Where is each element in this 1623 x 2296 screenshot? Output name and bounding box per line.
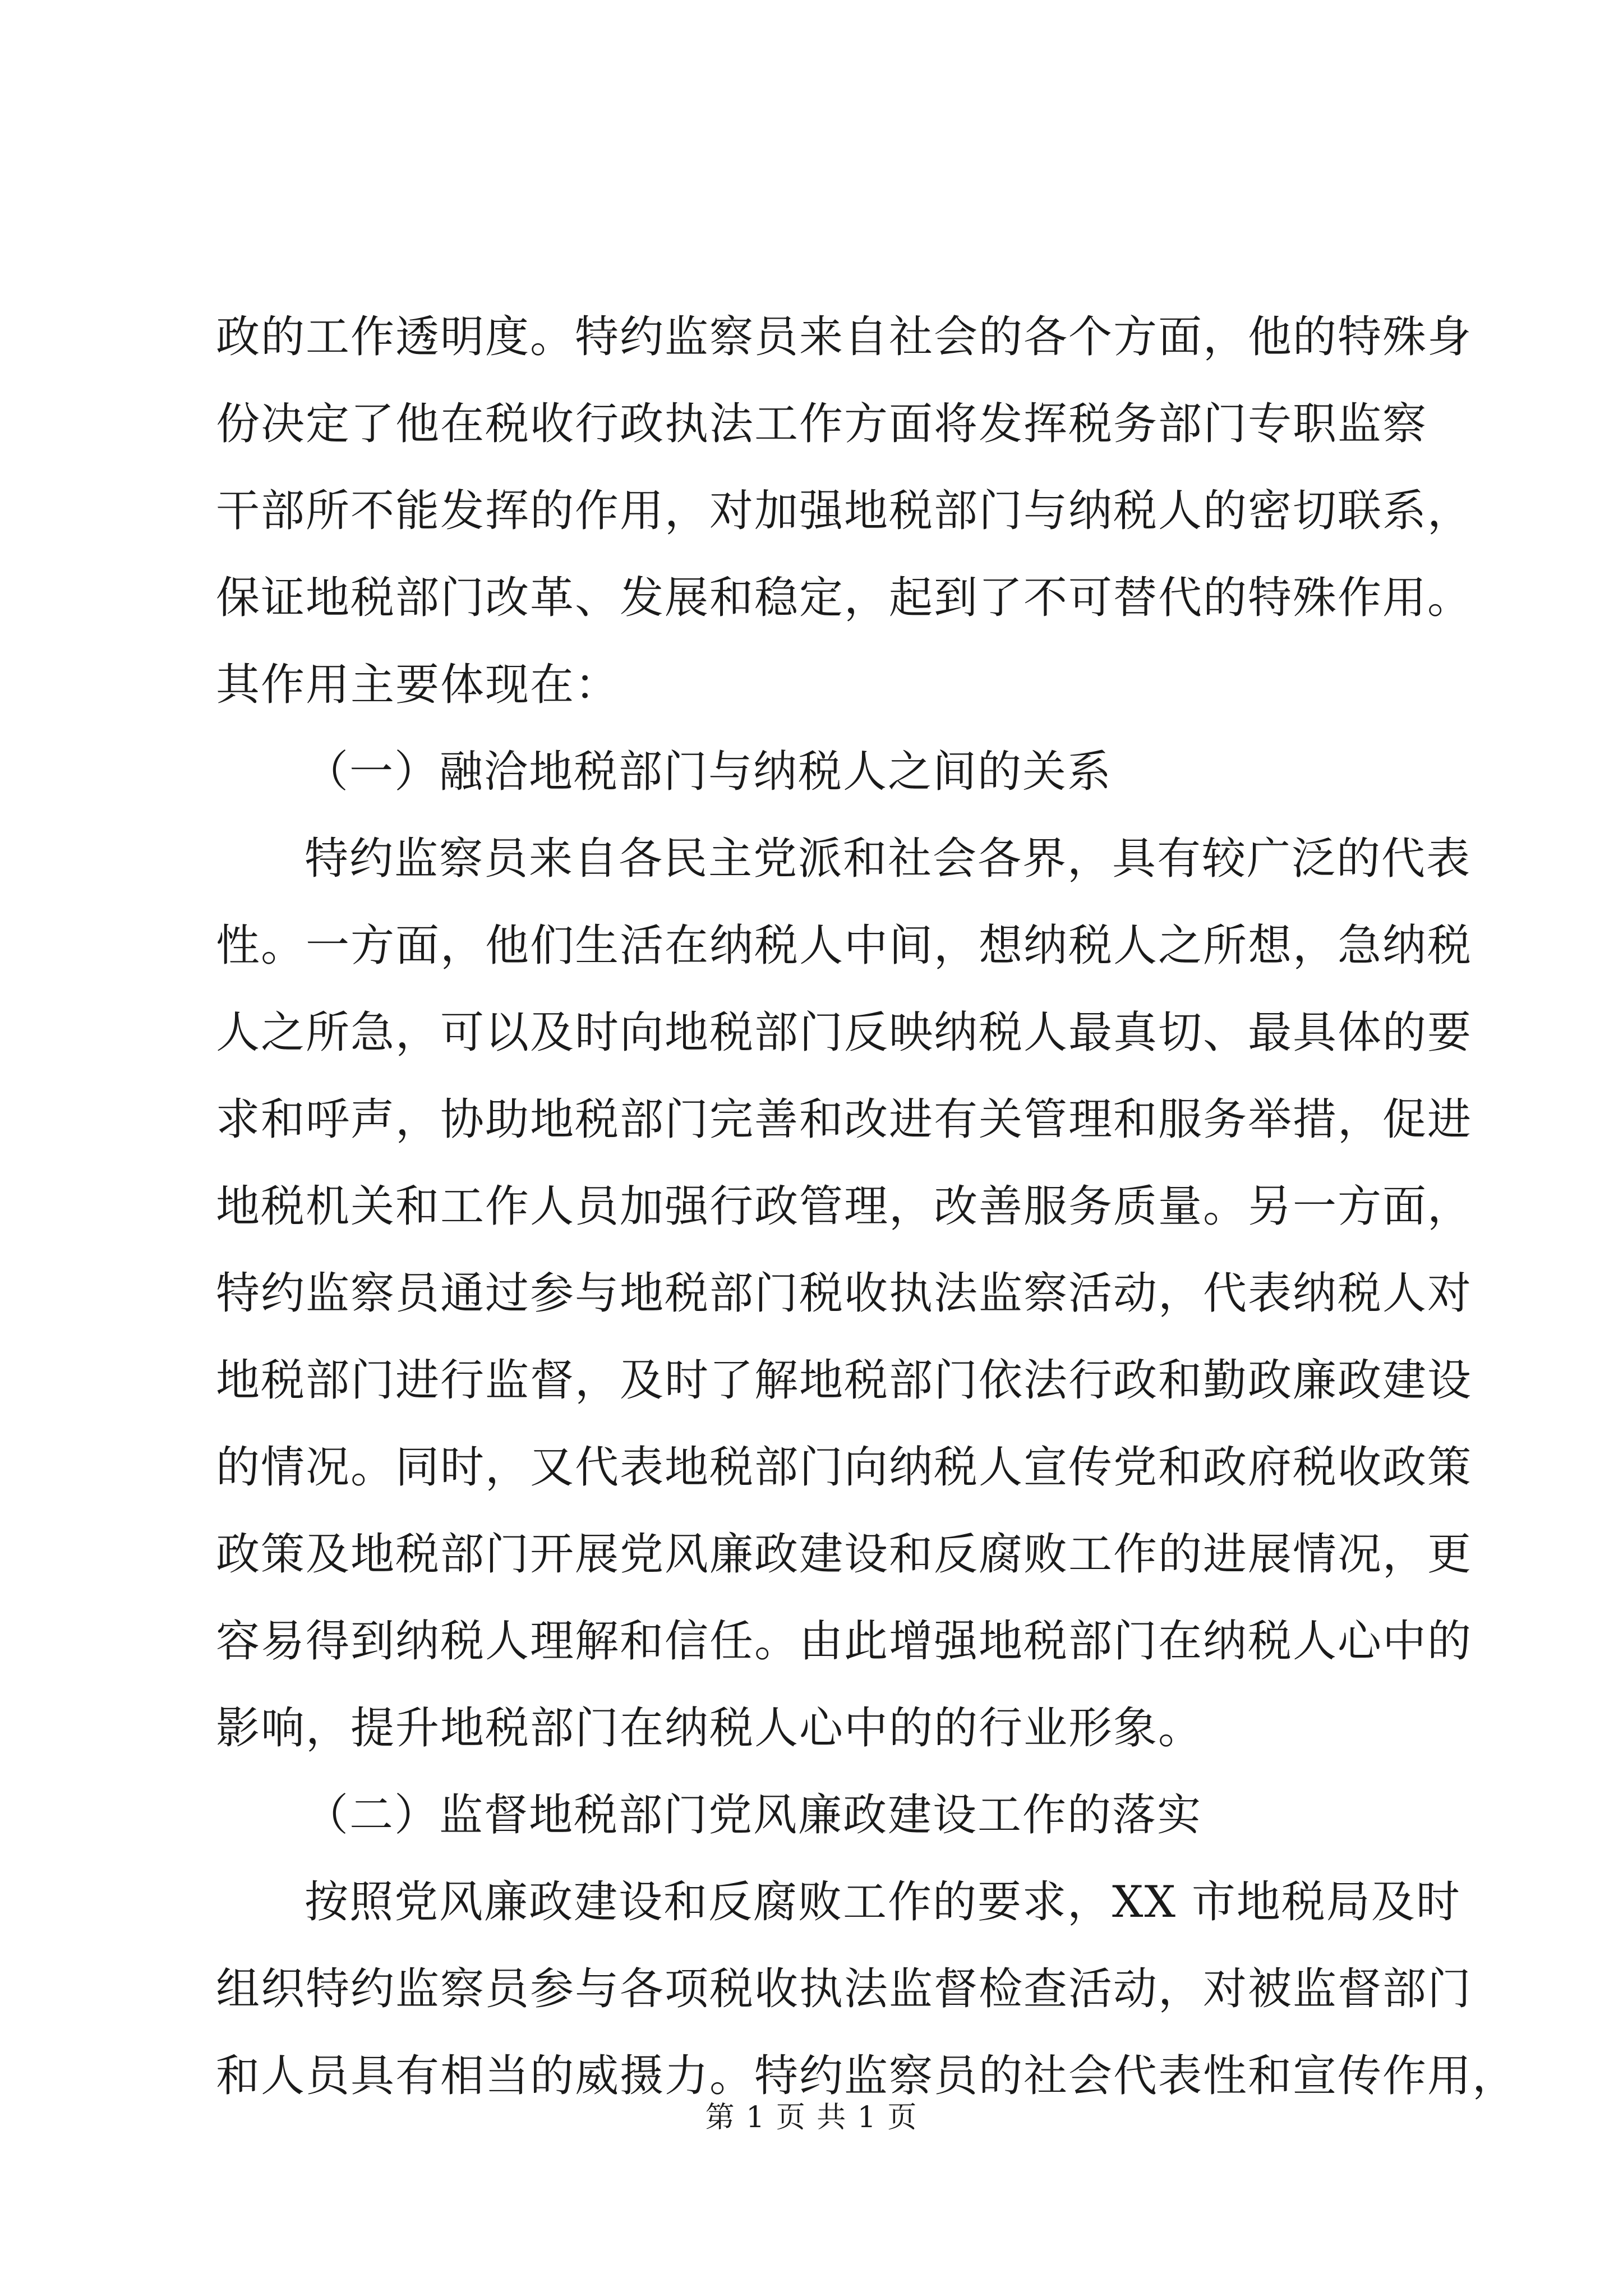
document-body <box>216 294 1518 2120</box>
text-line: 地税部门进行监督，及时了解地税部门依法行政和勤政廉政建设 <box>216 1355 1473 1406</box>
text-line: 政的工作透明度。特约监察员来自社会的各个方面，他的特殊身 <box>216 312 1473 362</box>
text-line: 容易得到纳税人理解和信任。由此增强地税部门在纳税人心中的 <box>216 1616 1473 1667</box>
text-line: 干部所不能发挥的作用，对加强地税部门与纳税人的密切联系， <box>216 486 1473 536</box>
text-line: 人之所急，可以及时向地税部门反映纳税人最真切、最具体的要 <box>216 1007 1473 1058</box>
text-line: 地税机关和工作人员加强行政管理，改善服务质量。另一方面， <box>216 1181 1473 1232</box>
text-line: 影响，提升地税部门在纳税人心中的的行业形象。 <box>216 1703 1204 1754</box>
text-line: 组织特约监察员参与各项税收执法监督检查活动，对被监督部门 <box>216 1964 1473 2014</box>
text-line: 按照党风廉政建设和反腐败工作的要求，XX 市地税局及时 <box>305 1877 1461 1927</box>
section-heading: （二）监督地税部门党风廉政建设工作的落实 <box>305 1790 1202 1841</box>
text-line: 特约监察员通过参与地税部门税收执法监察活动，代表纳税人对 <box>216 1268 1473 1319</box>
text-line: 政策及地税部门开展党风廉政建设和反腐败工作的进展情况，更 <box>216 1529 1473 1580</box>
page-footer <box>0 2098 1623 2137</box>
text-line: 份决定了他在税收行政执法工作方面将发挥税务部门专职监察 <box>216 399 1428 449</box>
text-line: 性。一方面，他们生活在纳税人中间，想纳税人之所想，急纳税 <box>216 921 1473 971</box>
text-line: 特约监察员来自各民主党派和社会各界，具有较广泛的代表 <box>305 834 1472 884</box>
page-number-label: 第 1 页 共 1 页 <box>705 2101 918 2134</box>
text-line: 求和呼声，协助地税部门完善和改进有关管理和服务举措，促进 <box>216 1094 1473 1145</box>
text-line: 保证地税部门改革、发展和稳定，起到了不可替代的特殊作用。 <box>216 573 1473 623</box>
text-line: 的情况。同时，又代表地税部门向纳税人宣传党和政府税收政策 <box>216 1442 1473 1493</box>
section-heading: （一）融洽地税部门与纳税人之间的关系 <box>305 747 1113 797</box>
text-line: 和人员具有相当的威摄力。特约监察员的社会代表性和宣传作用， <box>216 2051 1518 2101</box>
text-line: 其作用主要体现在： <box>216 660 620 710</box>
